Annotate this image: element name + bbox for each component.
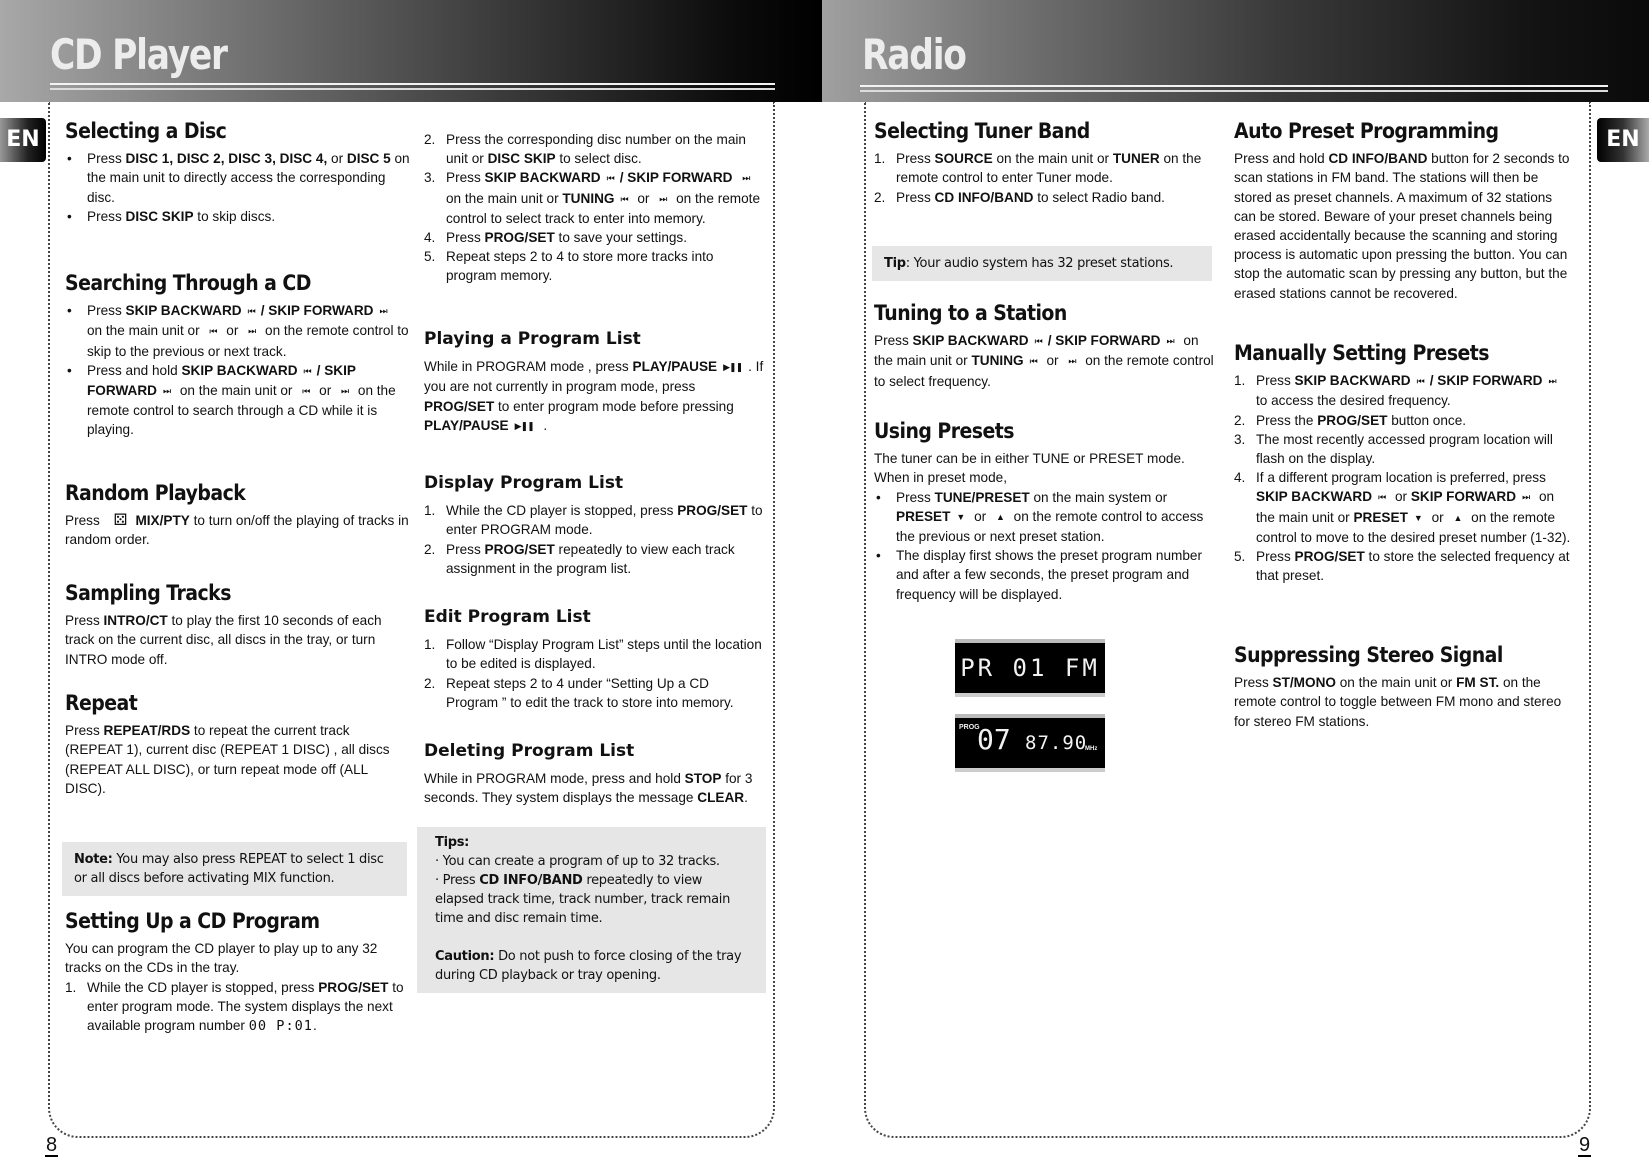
list-item: 2. Repeat steps 2 to 4 under “Setting Up a CD Program ” to edit the track to store into memory. bbox=[424, 675, 734, 710]
preset-up-icon: ▲ bbox=[995, 511, 1004, 522]
section-manual-presets bbox=[1234, 341, 1574, 585]
list-item: • Press DISC SKIP to skip discs. bbox=[65, 207, 410, 226]
body-text: Press REPEAT/RDS to repeat the current track (REPEAT 1), current disc (REPEAT 1 DISC) , all discs (REPEAT ALL DISC), or turn repeat mode off (ALL DISC). bbox=[65, 723, 390, 796]
skip-forward-icon: ⏭ bbox=[379, 306, 387, 317]
section-heading: Random Playback bbox=[65, 481, 246, 505]
section-heading: Tuning to a Station bbox=[874, 301, 1067, 325]
list-item: 1. While the CD player is stopped, press PROG/SET to enter program mode. The system displays the next available program number 00 P:01. bbox=[65, 979, 404, 1035]
body-text: The tuner can be in either TUNE or PRESET mode. When in preset mode, bbox=[874, 451, 1185, 486]
list-item: • Press and hold SKIP BACKWARD ⏮ / SKIP FORWARD ⏭ on the main unit or ⏮ or ⏭ on the remote control to search through a CD while it is playing. bbox=[65, 361, 410, 440]
section-heading: Using Presets bbox=[874, 419, 1014, 443]
preset-down-icon: ▼ bbox=[1413, 512, 1422, 523]
section-heading: Repeat bbox=[65, 691, 138, 715]
section-setting-up-continued bbox=[424, 130, 764, 286]
section-display-program bbox=[424, 474, 764, 578]
section-using-presets bbox=[874, 419, 1214, 604]
list-item: 1. Press SKIP BACKWARD ⏮ / SKIP FORWARD ⏭ to access the desired frequency. bbox=[1234, 373, 1556, 409]
mix-icon: ⚄ bbox=[113, 512, 128, 530]
section-heading: Display Program List bbox=[424, 473, 624, 493]
lcd-display-frequency bbox=[955, 718, 1105, 768]
body-text: Press and hold CD INFO/BAND button for 2 seconds to scan stations in FM band. The stations will then be stored as preset channels. A maximum of 32 stations can be stored. Beware of your preset channels being erased accidentally because the scanning and storing process is automatic upon pressing the button. You can stop the automatic scan by pressing any button, but the erased stations cannot be recovered. bbox=[1234, 151, 1570, 301]
skip-backward-icon: ⏮ bbox=[247, 306, 255, 317]
page-title: Radio bbox=[862, 30, 966, 79]
preset-up-icon: ▲ bbox=[1453, 512, 1462, 523]
skip-forward-icon: ⏭ bbox=[1548, 376, 1556, 387]
list-item: • The display first shows the preset program number and after a few seconds, the preset program and frequency will be displayed. bbox=[874, 546, 1214, 604]
title-rule bbox=[860, 90, 1608, 92]
body-text: You can program the CD player to play up to any 32 tracks on the CDs in the tray. bbox=[65, 941, 378, 976]
title-rule bbox=[50, 88, 775, 90]
skip-backward-icon: ⏮ bbox=[620, 193, 628, 204]
list-item: • Press TUNE/PRESET on the main system or PRESET ▼ or ▲ on the remote control to access the previous or next preset station. bbox=[874, 488, 1214, 547]
list-item: 1. Press SOURCE on the main unit or TUNER on the remote control to enter Tuner mode. bbox=[874, 151, 1202, 186]
list-item: 2. Press the corresponding disc number on the main unit or DISC SKIP to select disc. bbox=[424, 132, 746, 167]
skip-backward-icon: ⏮ bbox=[302, 386, 310, 397]
section-heading: Playing a Program List bbox=[424, 329, 641, 349]
list-item: 2. Press the PROG/SET button once. bbox=[1234, 412, 1467, 428]
section-heading: Auto Preset Programming bbox=[1234, 119, 1499, 143]
body-text: Press ST/MONO on the main unit or FM ST. on the remote control to toggle between FM mono and stereo for stereo FM stations. bbox=[1234, 675, 1562, 729]
frequency: 87.90 bbox=[1025, 732, 1088, 754]
body-text: Press SKIP BACKWARD ⏮ / SKIP FORWARD ⏭ on the main unit or TUNING ⏮ or ⏭ on the remote control to select frequency. bbox=[874, 333, 1214, 389]
lcd-text: 00 P:01 bbox=[248, 1018, 313, 1035]
section-auto-preset bbox=[1234, 119, 1574, 303]
page-title: CD Player bbox=[50, 30, 227, 79]
section-heading: Suppressing Stereo Signal bbox=[1234, 643, 1503, 667]
list-item: 4. If a different program location is preferred, press SKIP BACKWARD ⏮ or SKIP FORWARD ⏭ on the main unit or PRESET ▼ or ▲ on the remote control to move to the desired preset number (1-32). bbox=[1234, 470, 1571, 545]
section-searching bbox=[65, 271, 410, 440]
section-heading: Deleting Program List bbox=[424, 741, 635, 761]
skip-forward-icon: ⏭ bbox=[1068, 356, 1076, 367]
list-item: 4. Press PROG/SET to save your settings. bbox=[424, 230, 688, 246]
language-tab: EN bbox=[1597, 118, 1649, 162]
body-text: Press INTRO/CT to play the first 10 seconds of each track on the current disc, all discs in the tray, or turn INTRO mode off. bbox=[65, 613, 382, 667]
preset-number: 07 bbox=[977, 723, 1011, 756]
skip-forward-icon: ⏭ bbox=[248, 326, 256, 337]
section-sampling-tracks bbox=[65, 581, 410, 669]
preset-down-icon: ▼ bbox=[956, 511, 965, 522]
list-item: 1. While the CD player is stopped, press PROG/SET to enter PROGRAM mode. bbox=[424, 503, 763, 538]
section-repeat bbox=[65, 691, 410, 798]
section-heading: Sampling Tracks bbox=[65, 581, 231, 605]
skip-forward-icon: ⏭ bbox=[1522, 492, 1530, 503]
page-number: 8 bbox=[46, 1134, 58, 1156]
section-stereo-signal bbox=[1234, 643, 1574, 731]
list-item: 3. The most recently accessed program location will flash on the display. bbox=[1234, 431, 1553, 467]
play-pause-icon: ▶❚❚ bbox=[723, 362, 743, 373]
section-edit-program bbox=[424, 608, 764, 712]
body-text: While in PROGRAM mode , press PLAY/PAUSE ▶❚❚ . If you are not currently in program mode, press PROG/SET to enter program mode before pressing PLAY/PAUSE ▶❚❚ . bbox=[424, 357, 764, 436]
list-item: • Press DISC 1, DISC 2, DISC 3, DISC 4, or DISC 5 on the main unit to directly access the corresponding disc. bbox=[65, 149, 410, 207]
skip-backward-icon: ⏮ bbox=[1416, 376, 1424, 387]
list-item: 5. Repeat steps 2 to 4 to store more tracks into program memory. bbox=[424, 249, 714, 284]
body-text: Press ⚄ MIX/PTY to turn on/off the playing of tracks in random order. bbox=[65, 512, 409, 548]
list-item: 3. Press SKIP BACKWARD ⏮ / SKIP FORWARD ⏭ on the main unit or TUNING ⏮ or ⏭ on the remote control to select track to enter into memory. bbox=[424, 170, 760, 226]
section-tuning bbox=[874, 301, 1214, 391]
list-item: 1. Follow “Display Program List” steps until the location to be edited is displayed. bbox=[424, 637, 762, 672]
section-deleting-program bbox=[424, 742, 764, 808]
body-text: While in PROGRAM mode, press and hold STOP for 3 seconds. They system displays the message CLEAR. bbox=[424, 771, 753, 806]
section-heading: Setting Up a CD Program bbox=[65, 909, 320, 933]
list-item: 2. Press PROG/SET repeatedly to view each track assignment in the program list. bbox=[424, 541, 735, 576]
skip-backward-icon: ⏮ bbox=[1034, 336, 1042, 347]
tip-box: Tip: Your audio system has 32 preset stations. bbox=[872, 246, 1212, 281]
skip-forward-icon: ⏭ bbox=[162, 386, 171, 397]
section-playing-program bbox=[424, 330, 764, 436]
skip-backward-icon: ⏮ bbox=[1029, 356, 1037, 367]
page-number: 9 bbox=[1579, 1134, 1591, 1156]
note-box: Note: You may also press REPEAT to select 1 disc or all discs before activating MIX function. bbox=[62, 842, 407, 896]
lcd-display-preset: PR 01 FM bbox=[955, 643, 1105, 693]
section-selecting-disc bbox=[65, 119, 410, 226]
skip-backward-icon: ⏮ bbox=[209, 326, 217, 337]
section-heading: Selecting Tuner Band bbox=[874, 119, 1090, 143]
skip-backward-icon: ⏮ bbox=[303, 365, 311, 376]
list-item: • Press SKIP BACKWARD ⏮ / SKIP FORWARD ⏭ on the main unit or ⏮ or ⏭ on the remote control to skip to the previous or next track. bbox=[65, 301, 410, 361]
section-heading: Searching Through a CD bbox=[65, 271, 311, 295]
language-tab: EN bbox=[0, 118, 46, 162]
list-item: 2. Press CD INFO/BAND to select Radio band. bbox=[874, 189, 1165, 205]
frequency-unit: MHz bbox=[1085, 746, 1098, 752]
list-item: 5. Press PROG/SET to store the selected frequency at that preset. bbox=[1234, 549, 1570, 584]
tips-box: Tips: · You can create a program of up to 32 tracks. · Press CD INFO/BAND repeatedly to view elapsed track time, track number, track remain time and disc remain time. Caution: Do not push to force closing of the tray during CD playback or tray opening. bbox=[417, 827, 766, 993]
section-heading: Edit Program List bbox=[424, 607, 591, 627]
prog-indicator: PROG bbox=[959, 724, 980, 731]
section-heading: Manually Setting Presets bbox=[1234, 341, 1490, 365]
play-pause-icon: ▶❚❚ bbox=[514, 420, 534, 431]
section-tuner-band bbox=[874, 119, 1214, 207]
skip-forward-icon: ⏭ bbox=[742, 173, 750, 184]
skip-forward-icon: ⏭ bbox=[659, 193, 667, 204]
skip-backward-icon: ⏮ bbox=[606, 173, 614, 184]
title-rule bbox=[860, 85, 1608, 87]
section-setting-up-program bbox=[65, 909, 410, 1036]
section-random-playback bbox=[65, 481, 410, 550]
skip-forward-icon: ⏭ bbox=[1166, 336, 1174, 347]
cd-player-banner bbox=[0, 0, 822, 102]
skip-forward-icon: ⏭ bbox=[341, 386, 349, 397]
section-heading: Selecting a Disc bbox=[65, 119, 227, 143]
skip-backward-icon: ⏮ bbox=[1378, 492, 1386, 503]
radio-banner bbox=[822, 0, 1649, 102]
title-rule bbox=[50, 83, 775, 85]
